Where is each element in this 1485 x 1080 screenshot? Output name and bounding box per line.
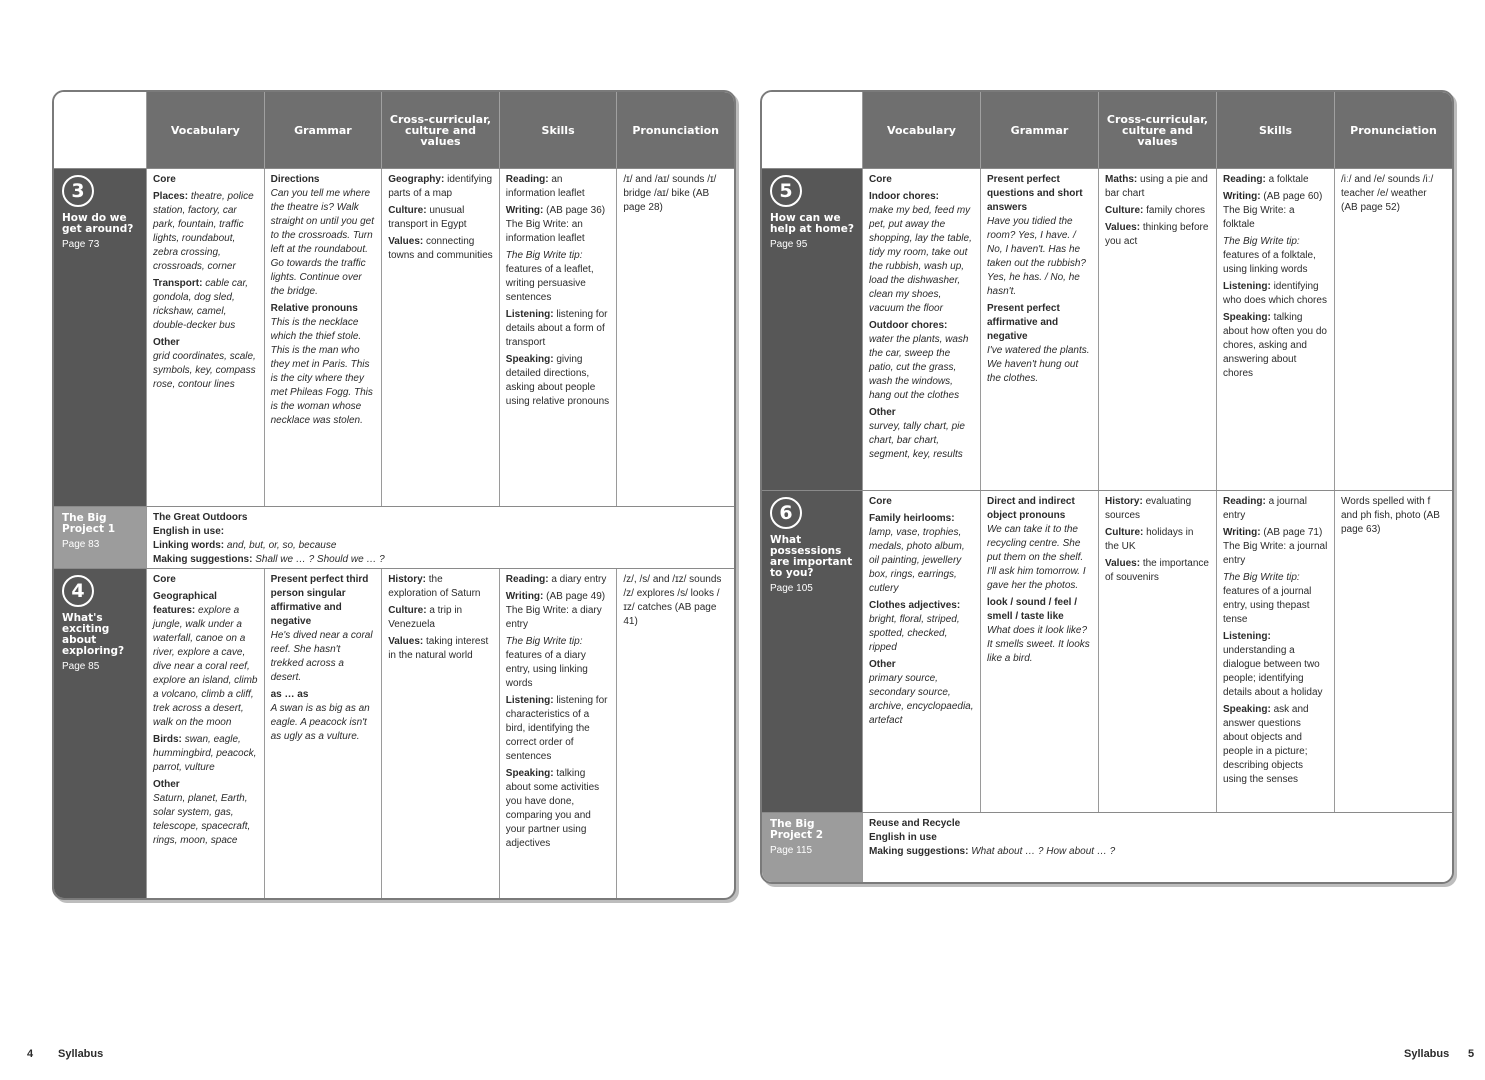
unit-page: Page 105 — [770, 583, 813, 594]
block-text: thinking before you act — [1105, 222, 1209, 247]
block-text: taking interest in the natural world — [388, 636, 489, 661]
block-text: the exploration of Saturn — [388, 574, 481, 599]
block-heading: History: — [1105, 496, 1143, 507]
footer-label-left: Syllabus — [58, 1048, 104, 1060]
block-heading: The Big Write tip: — [1223, 236, 1300, 247]
block-heading: Other — [153, 779, 180, 790]
block-heading: Reading: — [505, 574, 549, 585]
header-grammar: Grammar — [265, 92, 383, 168]
block-text: giving detailed directions, asking about people using relative pronouns — [505, 354, 610, 407]
block-heading: Speaking: — [1223, 312, 1271, 323]
block-text: understanding a dialogue between two people; identifying details about a holiday — [1223, 645, 1323, 698]
unit-question: How do we get around? — [62, 212, 134, 235]
block-text: talking about how often you do chores, asking and answering about chores — [1223, 312, 1327, 379]
block-text: What does it look like? It smells sweet. It looks like a bird. — [987, 625, 1090, 664]
block-heading: Family heirlooms: — [869, 513, 955, 524]
block-heading: Values: — [388, 636, 424, 647]
block-text: a folktale — [1268, 174, 1309, 185]
block-heading: Core — [153, 174, 176, 185]
block-text: (AB page 71) The Big Write: a journal entry — [1223, 527, 1328, 566]
vocabulary-cell — [146, 169, 264, 507]
unit-number-badge: 3 — [62, 175, 94, 207]
skills-cell — [499, 569, 617, 899]
cross-curricular-cell — [1098, 169, 1216, 491]
block-heading: Speaking: — [1223, 704, 1271, 715]
project-page: Page 83 — [62, 539, 100, 550]
block-heading: Present perfect affirmative and negative — [987, 303, 1060, 342]
block-heading: Indoor chores: — [869, 191, 940, 202]
block-heading: Writing: — [1223, 527, 1261, 538]
block-heading: Core — [869, 174, 892, 185]
project-label — [54, 507, 146, 569]
unit-number-badge: 4 — [62, 575, 94, 607]
block-text: listening for characteristics of a bird, identifying the correct order of sentences — [505, 695, 608, 762]
block-heading: The Big Write tip: — [1223, 572, 1300, 583]
block-heading: The Big Write tip: — [505, 636, 583, 647]
cross-curricular-cell — [381, 169, 499, 507]
block-heading: Geography: — [388, 174, 445, 185]
block-heading: Culture: — [388, 605, 427, 616]
block-text: cable car, gondola, dog sled, rickshaw, camel, double-decker bus — [153, 278, 249, 331]
block-heading: Speaking: — [505, 768, 554, 779]
block-heading: Reading: — [505, 174, 549, 185]
block-text: ask and answer questions about objects and people in a picture; describing objects using the senses — [1223, 704, 1309, 785]
pronunciation-cell: /z/, /s/ and /ɪz/ sounds /z/ explores /s/ looks /ɪz/ catches (AB page 41) — [616, 569, 734, 899]
block-text: swan, eagle, hummingbird, peacock, parrot, vulture — [153, 734, 257, 773]
block-heading: Present perfect third person singular affirmative and negative — [270, 574, 369, 627]
grammar-cell — [264, 169, 382, 507]
header-corner — [54, 92, 147, 168]
block-text: What about … ? How about … ? — [971, 846, 1116, 857]
block-text: a diary entry — [551, 574, 607, 585]
block-heading: Reading: — [1223, 496, 1266, 507]
unit-label — [762, 491, 862, 813]
project-row-2 — [762, 812, 1452, 883]
block-text: unusual transport in Egypt — [388, 205, 467, 230]
block-text: evaluating sources — [1105, 496, 1192, 521]
project-name: Reuse and Recycle — [869, 818, 961, 829]
unit-label — [54, 569, 146, 899]
grammar-cell — [264, 569, 382, 899]
unit-page: Page 95 — [770, 239, 808, 250]
block-heading: Outdoor chores: — [869, 320, 948, 331]
unit-number-badge: 5 — [770, 175, 802, 207]
block-heading: Other — [869, 659, 896, 670]
skills-cell — [1216, 169, 1334, 491]
block-text: features of a diary entry, using linking words — [505, 650, 588, 689]
block-text: A swan is as big as an eagle. A peacock isn't as ugly as a vulture. — [270, 703, 370, 742]
unit-row-4 — [54, 568, 734, 899]
block-text: I've watered the plants. We haven't hung out the clothes. — [987, 345, 1090, 384]
unit-number-badge: 6 — [770, 497, 802, 529]
header-pronunciation: Pronunciation — [617, 92, 734, 168]
block-text: (AB page 36) The Big Write: an information leaflet — [505, 205, 606, 244]
header-pronunciation: Pronunciation — [1335, 92, 1452, 168]
header-grammar: Grammar — [981, 92, 1099, 168]
block-text: features of a folktale, using linking words — [1223, 250, 1316, 275]
block-text: a journal entry — [1223, 496, 1307, 521]
block-text: We can take it to the recycling centre. She put them on the shelf. I'll ask him tomorrow. I gave her the photos. — [987, 524, 1086, 591]
project-name: The Great Outdoors — [153, 512, 248, 523]
block-text: Can you tell me where the theatre is? Walk straight on until you get to the crossroads. Turn left at the roundabout. Go towards the traffic lights. Continue over the bridge. — [270, 188, 374, 297]
unit-row-5 — [762, 168, 1452, 491]
block-heading: Values: — [388, 236, 424, 247]
grammar-cell — [980, 169, 1098, 491]
vocabulary-cell — [146, 569, 264, 899]
block-heading: Culture: — [1105, 527, 1144, 538]
project-label — [762, 813, 862, 883]
table-header — [54, 92, 734, 168]
block-heading: Core — [153, 574, 176, 585]
page-number-right: 5 — [1468, 1048, 1475, 1060]
footer-label-right: Syllabus — [1404, 1048, 1450, 1060]
block-heading: look / sound / feel / smell / taste like — [987, 597, 1078, 622]
header-cross-curricular: Cross-curricular, culture and values — [382, 92, 500, 168]
block-heading: Making suggestions: — [153, 554, 253, 565]
block-text: Have you tidied the room? Yes, I have. / No, I haven't. Has he taken out the rubbish? Yes, he has. / No, he hasn't. — [987, 216, 1086, 297]
project-title: The Big Project 2 — [770, 818, 824, 841]
block-heading: Values: — [1105, 558, 1141, 569]
block-text: bright, floral, striped, spotted, checked, ripped — [869, 614, 960, 653]
project-english-in-use: English in use — [869, 832, 937, 843]
unit-question: What possessions are important to you? — [770, 534, 853, 579]
block-text: This is the necklace which the thief stole. This is the man who they met in Paris. This is the city where they met Phileas Fogg. This is the woman whose necklace was stolen. — [270, 317, 373, 426]
skills-cell — [499, 169, 617, 507]
header-skills: Skills — [500, 92, 618, 168]
skills-cell — [1216, 491, 1334, 813]
block-text: theatre, police station, factory, car park, fountain, traffic lights, roundabout, zebra crossing, crossroads, corner — [153, 191, 254, 272]
block-heading: Values: — [1105, 222, 1141, 233]
block-text: features of a leaflet, writing persuasive sentences — [505, 264, 594, 303]
unit-page: Page 73 — [62, 239, 100, 250]
unit-label — [762, 169, 862, 491]
block-text: talking about some activities you have done, comparing you and your partner using adjectives — [505, 768, 600, 849]
grammar-cell — [980, 491, 1098, 813]
block-text: listening for details about a form of transport — [505, 309, 608, 348]
unit-row-6 — [762, 490, 1452, 813]
block-heading: Birds: — [153, 734, 182, 745]
block-heading: Writing: — [1223, 191, 1261, 202]
block-text: connecting towns and communities — [388, 236, 493, 261]
block-heading: Present perfect questions and short answers — [987, 174, 1083, 213]
unit-page: Page 85 — [62, 661, 100, 672]
project-row-1 — [54, 506, 734, 569]
table-header — [762, 92, 1452, 168]
syllabus-page-right — [760, 90, 1454, 884]
cross-curricular-cell — [381, 569, 499, 899]
block-text: an information leaflet — [505, 174, 585, 199]
block-heading: Linking words: — [153, 540, 225, 551]
block-text: Saturn, planet, Earth, solar system, gas, telescope, spacecraft, rings, moon, space — [153, 793, 251, 846]
header-skills: Skills — [1217, 92, 1335, 168]
block-heading: Listening: — [505, 309, 554, 320]
unit-row-3 — [54, 168, 734, 507]
vocabulary-cell — [862, 169, 980, 491]
block-text: identifying who does which chores — [1223, 281, 1327, 306]
block-heading: Reading: — [1223, 174, 1266, 185]
block-text: (AB page 49) The Big Write: a diary entry — [505, 591, 606, 630]
unit-label — [54, 169, 146, 507]
block-heading: Places: — [153, 191, 189, 202]
project-page: Page 115 — [770, 845, 813, 856]
block-heading: Culture: — [388, 205, 427, 216]
block-text: using a pie and bar chart — [1105, 174, 1208, 199]
page-number-left: 4 — [27, 1048, 34, 1060]
pronunciation-cell: /ɪ/ and /aɪ/ sounds /ɪ/ bridge /aɪ/ bike (AB page 28) — [616, 169, 734, 507]
block-text: make my bed, feed my pet, put away the shopping, lay the table, tidy my room, take out the rubbish, wash up, load the dishwasher, clean my shoes, vacuum the floor — [869, 205, 972, 314]
block-text: identifying parts of a map — [388, 174, 493, 199]
block-text: lamp, vase, trophies, medals, photo album, oil painting, jewellery box, rings, earrings, cutlery — [869, 527, 965, 594]
block-heading: Geographical features: — [153, 591, 217, 616]
project-cell — [146, 507, 734, 569]
block-text: explore a jungle, walk under a waterfall, canoe on a river, explore a cave, dive near a coral reef, explore an island, climb a volcano, climb a cliff, trek across a desert, walk on the moon — [153, 605, 258, 728]
header-cross-curricular: Cross-curricular, culture and values — [1099, 92, 1217, 168]
block-text: family chores — [1146, 205, 1206, 216]
block-heading: Making suggestions: — [869, 846, 969, 857]
project-title: The Big Project 1 — [62, 512, 116, 535]
block-heading: Transport: — [153, 278, 203, 289]
block-heading: Other — [869, 407, 896, 418]
block-heading: Maths: — [1105, 174, 1138, 185]
block-text: a trip in Venezuela — [388, 605, 463, 630]
block-heading: The Big Write tip: — [505, 250, 583, 261]
block-text: grid coordinates, scale, symbols, key, compass rose, contour lines — [153, 351, 256, 390]
block-heading: as … as — [270, 689, 309, 700]
block-heading: Other — [153, 337, 180, 348]
block-text: features of a journal entry, using thepast tense — [1223, 586, 1312, 625]
block-text: holidays in the UK — [1105, 527, 1194, 552]
header-vocabulary: Vocabulary — [863, 92, 981, 168]
block-heading: Listening: — [1223, 631, 1271, 642]
vocabulary-cell — [862, 491, 980, 813]
project-cell — [862, 813, 1452, 883]
syllabus-page-left — [52, 90, 736, 900]
pronunciation-cell: /iː/ and /e/ sounds /iː/ teacher /e/ weather (AB page 52) — [1334, 169, 1452, 491]
block-heading: Listening: — [505, 695, 554, 706]
header-vocabulary: Vocabulary — [147, 92, 265, 168]
block-heading: Culture: — [1105, 205, 1144, 216]
block-text: He's dived near a coral reef. She hasn't trekked across a desert. — [270, 630, 373, 683]
unit-question: How can we help at home? — [770, 212, 854, 235]
block-heading: History: — [388, 574, 426, 585]
block-heading: Core — [869, 496, 892, 507]
block-text: primary source, secondary source, archive, encyclopaedia, artefact — [869, 673, 974, 726]
block-text: water the plants, wash the car, sweep the patio, cut the grass, wash the windows, hang out the clothes — [869, 334, 969, 401]
block-heading: Direct and indirect object pronouns — [987, 496, 1075, 521]
header-corner — [762, 92, 863, 168]
block-heading: Clothes adjectives: — [869, 600, 961, 611]
block-heading: Speaking: — [505, 354, 554, 365]
cross-curricular-cell — [1098, 491, 1216, 813]
block-text: the importance of souvenirs — [1105, 558, 1209, 583]
project-english-in-use: English in use: — [153, 526, 225, 537]
pronunciation-cell: Words spelled with f and ph fish, photo (AB page 63) — [1334, 491, 1452, 813]
block-heading: Listening: — [1223, 281, 1271, 292]
block-heading: Directions — [270, 174, 320, 185]
block-text: and, but, or, so, because — [226, 540, 337, 551]
block-heading: Writing: — [505, 205, 544, 216]
block-heading: Writing: — [505, 591, 544, 602]
block-heading: Relative pronouns — [270, 303, 358, 314]
block-text: (AB page 60) The Big Write: a folktale — [1223, 191, 1323, 230]
block-text: survey, tally chart, pie chart, bar chart, segment, key, results — [869, 421, 965, 460]
unit-question: What's exciting about exploring? — [62, 612, 125, 657]
block-text: Shall we … ? Should we … ? — [255, 554, 385, 565]
